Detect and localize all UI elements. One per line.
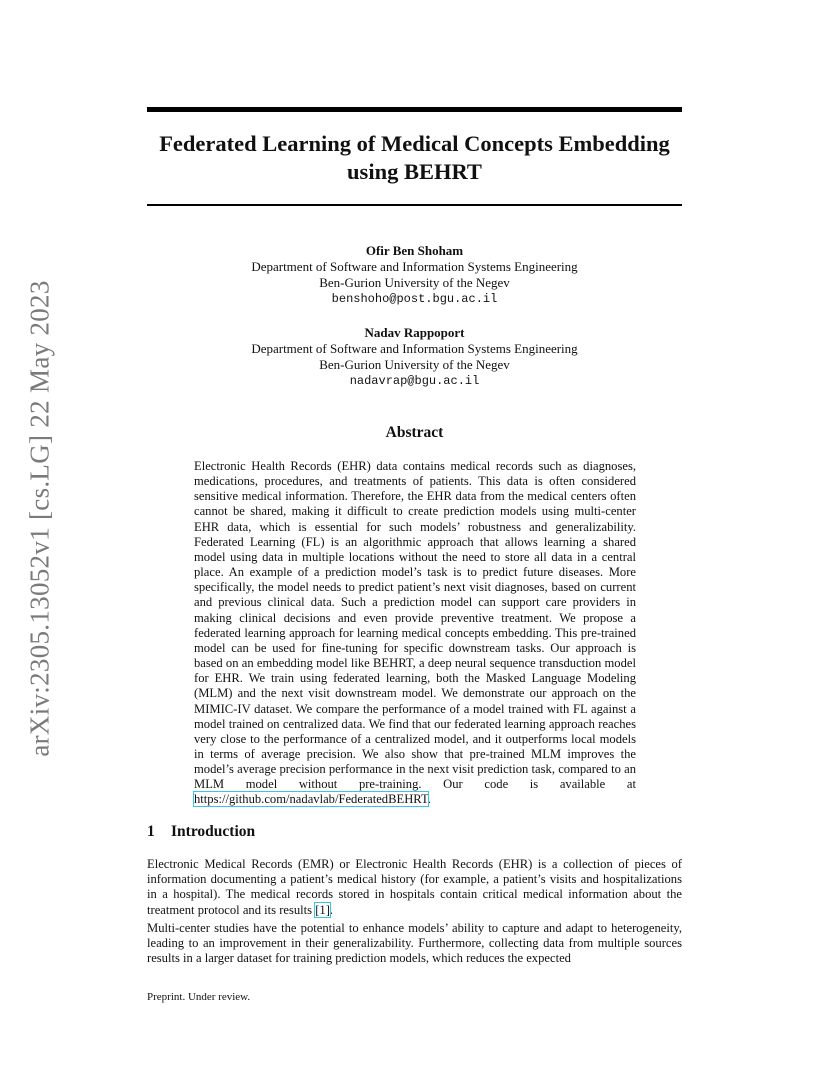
author-block [147, 325, 682, 389]
intro-paragraph: Multi-center studies have the potential to enhance models’ ability to capture and adapt to heterogeneity, leading to an improvement in their generalizability. Furthermore, collecting data from multiple sources results in a larger dataset for training prediction models, which reduces the expected [147, 921, 682, 966]
author-university: Ben-Gurion University of the Negev [319, 357, 510, 372]
abstract-heading: Abstract [385, 424, 444, 441]
paper-title: Federated Learning of Medical Concepts Embedding using BEHRT [159, 131, 670, 184]
abstract-body [194, 459, 636, 808]
abstract-text: Electronic Health Records (EHR) data contains medical records such as diagnoses, medications, procedures, and treatments of patients. This data is often considered sensitive medical information. Therefore, the EHR data from the medical centers often cannot be shared, making it difficult to create prediction models using multi-center EHR data, which is essential for such models’ robustness and generalizability. Federated Learning (FL) is an algorithmic approach that allows learning a shared model using data in multiple locations without the need to store all data in a central place. An example of a prediction model’s task is to predict future diseases. More specifically, the model needs to predict patient’s next visit diagnoses, based on current and previous clinical data. Such a prediction model can support care providers in making clinical decisions and even provide preventive treatment. We propose a federated learning approach for learning medical concepts embedding. This pre-trained model can be used for fine-tuning for specific downstream tasks. Our approach is based on an embedding model like BEHRT, a deep neural sequence transduction model for EHR. We train using federated learning, both the Masked Language Modeling (MLM) and the next visit downstream model. We demonstrate our approach on the MIMIC-IV dataset. We compare the performance of a model trained with FL against a model trained on centralized data. We find that our federated learning approach reaches very close to the performance of a centralized model, and it outperforms local models in terms of average precision. We also show that pre-trained MLM improves the model’s average precision performance in the next visit prediction task, compared to an MLM model without pre-training. Our code is available at [194, 459, 636, 792]
author-department: Department of Software and Information Systems Engineering [251, 341, 578, 356]
arxiv-identifier [20, 278, 60, 758]
author-email: nadavrap@bgu.ac.il [349, 374, 480, 388]
author-department: Department of Software and Information Systems Engineering [251, 259, 578, 274]
citation-link[interactable]: [1] [315, 902, 330, 917]
preprint-footer: Preprint. Under review. [147, 991, 251, 1003]
author-name: Ofir Ben Shoham [365, 243, 464, 258]
author-name: Nadav Rappoport [364, 325, 465, 340]
abstract-end: . [427, 792, 431, 807]
section-heading-introduction [147, 823, 255, 841]
intro-paragraph-text: Electronic Medical Records (EMR) or Electronic Health Records (EHR) is a collection of pieces of information documenting a patient’s medical history (for example, a patient’s visits and hospitalizations in a hospital). The medical records stored in hospitals contain critical medical information about the treatment protocol and its results [147, 857, 682, 917]
author-block [147, 243, 682, 307]
code-repository-link[interactable]: https://github.com/nadavlab/FederatedBEHRT [194, 792, 428, 807]
section-title: Introduction [171, 823, 256, 840]
title-rule-bottom [147, 204, 682, 206]
author-university: Ben-Gurion University of the Negev [319, 275, 510, 290]
author-email: benshoho@post.bgu.ac.il [331, 292, 498, 306]
title-rule-top [147, 107, 682, 112]
section-number: 1 [147, 823, 155, 840]
intro-paragraph-end: . [329, 902, 334, 917]
intro-paragraph [147, 857, 682, 918]
arxiv-identifier-text: arXiv:2305.13052v1 [cs.LG] 22 May 2023 [24, 279, 55, 757]
